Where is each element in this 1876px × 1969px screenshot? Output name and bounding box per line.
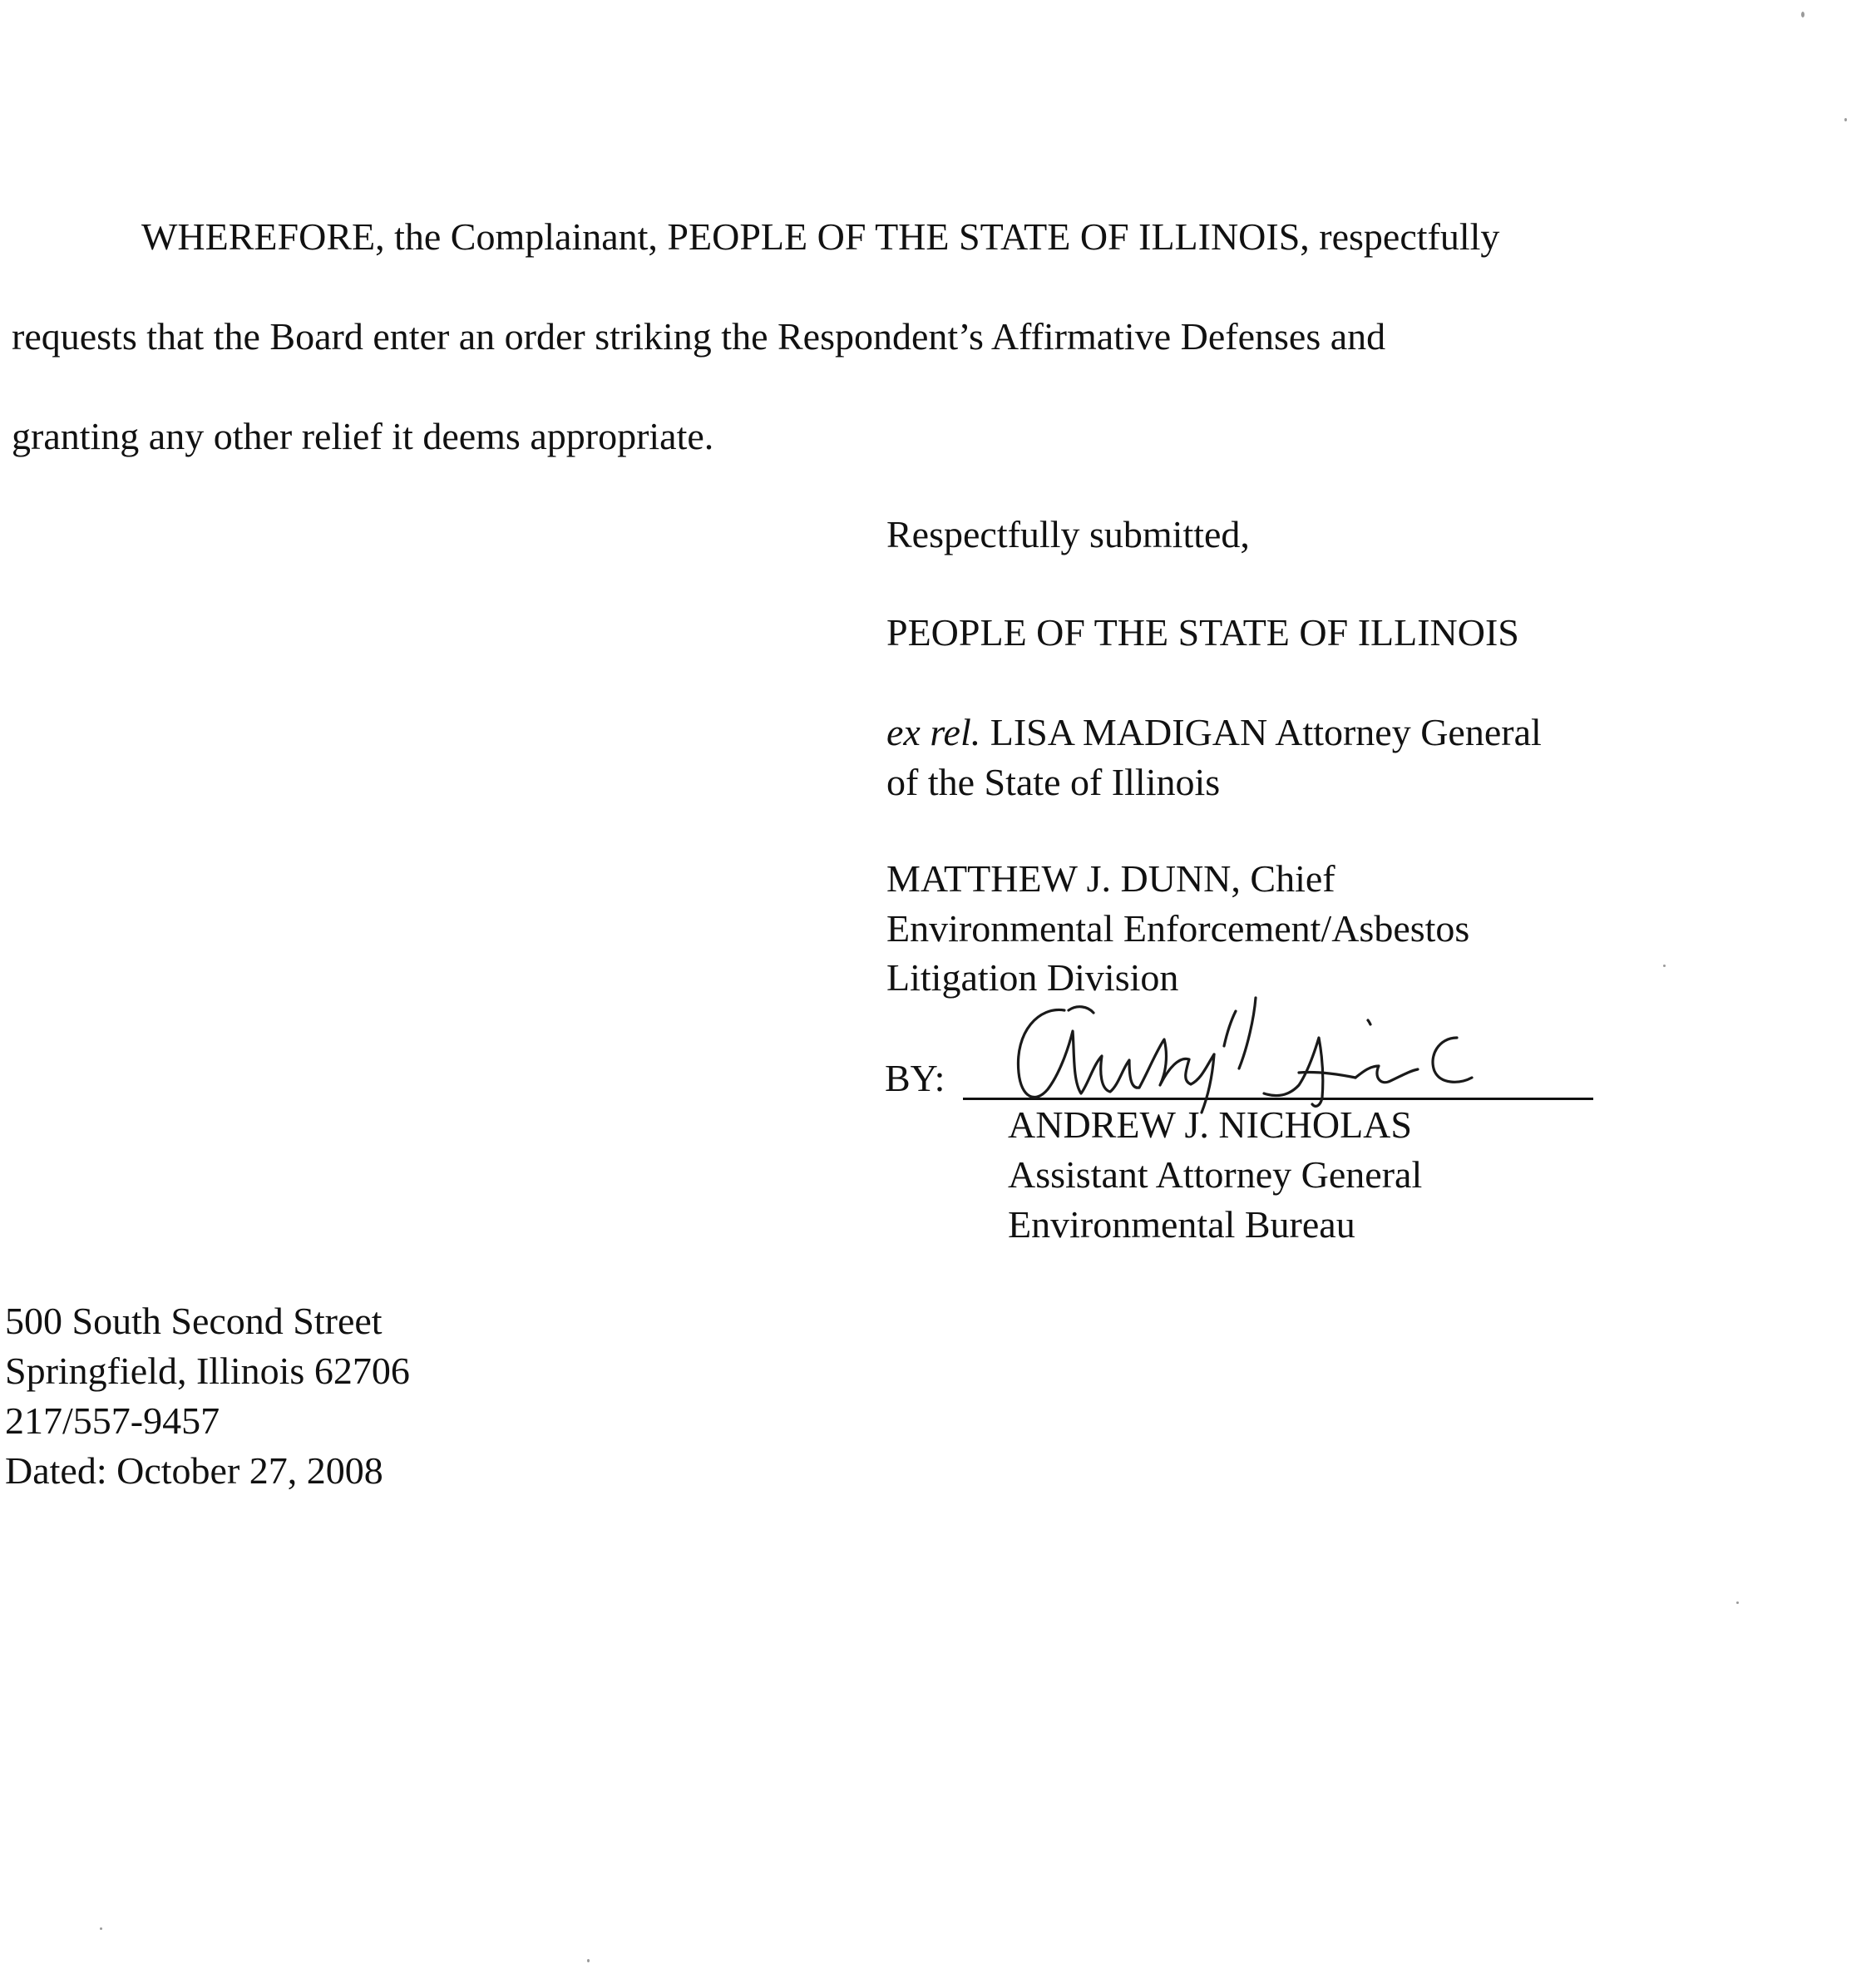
chief-line-1: MATTHEW J. DUNN, Chief [886,857,1335,900]
ex-rel-line-2: of the State of Illinois [886,761,1221,803]
address-phone: 217/557-9457 [5,1399,220,1442]
scan-speck [1663,965,1666,967]
chief-line-2: Environmental Enforcement/Asbestos [886,907,1470,950]
scan-speck [1801,12,1804,17]
address-dated: Dated: October 27, 2008 [5,1449,383,1492]
address-street: 500 South Second Street [5,1300,383,1342]
ex-rel-line [886,713,1542,752]
signer-bureau: Environmental Bureau [1008,1203,1355,1246]
chief-line-3: Litigation Division [886,956,1179,999]
scan-speck [100,1927,102,1930]
party-name: PEOPLE OF THE STATE OF ILLINOIS [886,611,1519,654]
closing-text: Respectfully submitted, [886,513,1250,555]
scan-speck [587,1959,590,1962]
ex-rel-attorney-general: LISA MADIGAN Attorney General [990,711,1542,753]
signer-name: ANDREW J. NICHOLAS [1008,1103,1412,1146]
scan-speck [1736,1601,1739,1604]
paragraph-line-1: WHEREFORE, the Complainant, PEOPLE OF THE STATE OF ILLINOIS, respectfully [141,215,1500,258]
by-label: BY: [885,1057,945,1099]
address-city: Springfield, Illinois 62706 [5,1350,410,1392]
paragraph-line-2: requests that the Board enter an order striking the Respondent’s Affirmative Defenses and [12,315,1386,358]
ex-rel-prefix: ex rel. [886,711,981,753]
signer-title: Assistant Attorney General [1008,1153,1423,1196]
paragraph-line-3: granting any other relief it deems appropriate. [12,415,714,457]
scan-speck [1844,118,1847,121]
